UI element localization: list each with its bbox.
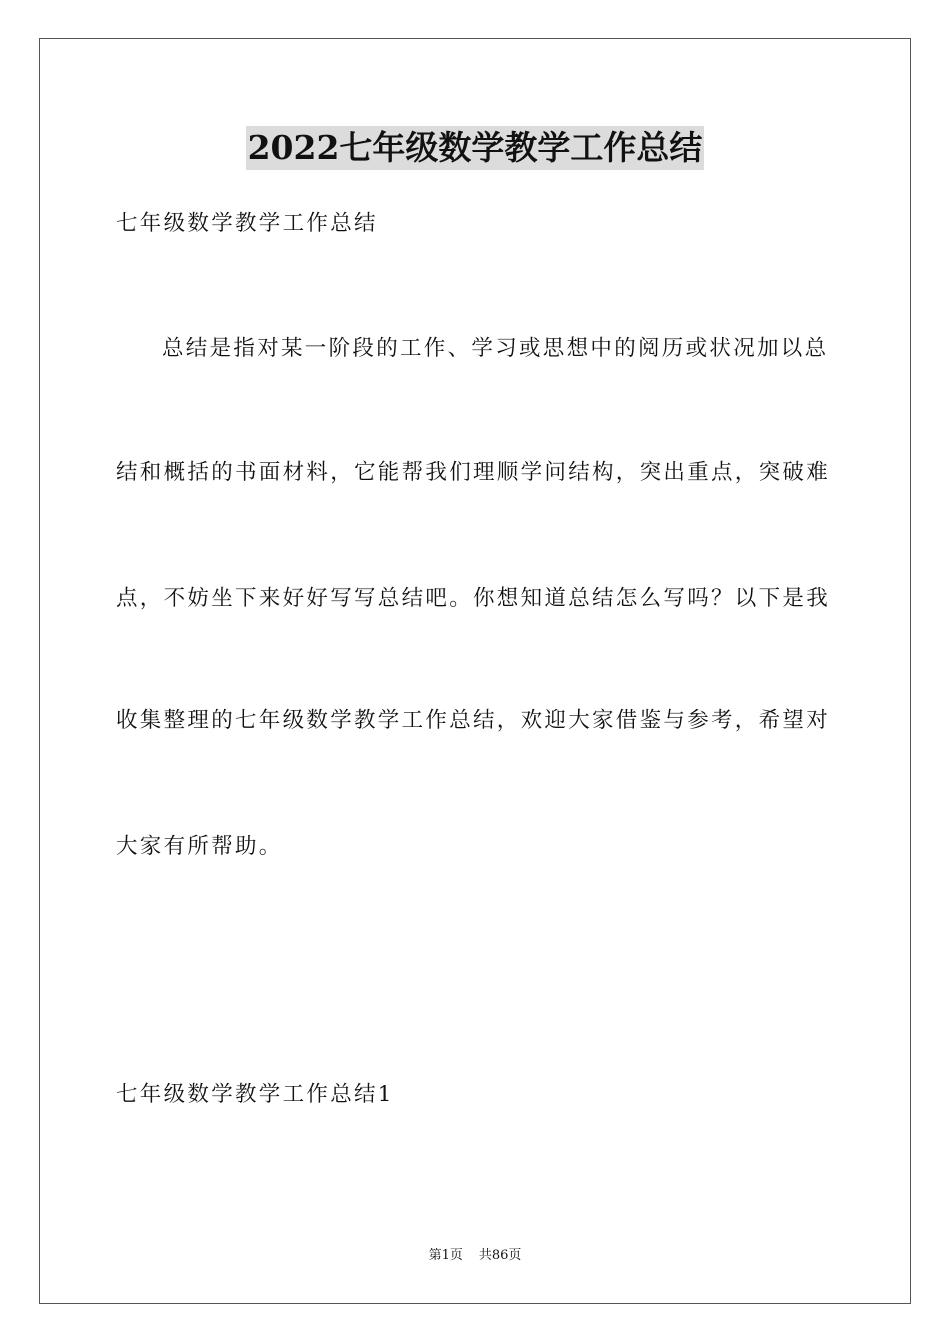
paragraph-line: 结和概括的书面材料，它能帮我们理顺学问结构，突出重点，突破难 xyxy=(116,460,831,485)
paragraph-line: 收集整理的七年级数学教学工作总结，欢迎大家借鉴与参考，希望对 xyxy=(116,708,831,733)
document-title xyxy=(0,126,950,170)
page-footer xyxy=(0,1247,950,1265)
section-heading: 七年级数学教学工作总结1 xyxy=(116,1082,394,1107)
paragraph-line: 总结是指对某一阶段的工作、学习或思想中的阅历或状况加以总 xyxy=(162,336,829,361)
paragraph-line: 点，不妨坐下来好好写写总结吧。你想知道总结怎么写吗？以下是我 xyxy=(116,586,831,611)
document-title-text: 2022七年级数学教学工作总结 xyxy=(246,126,705,170)
document-subtitle: 七年级数学教学工作总结 xyxy=(116,211,378,236)
paragraph-line: 大家有所帮助。 xyxy=(116,834,283,859)
page-total: 共86页 xyxy=(478,1248,522,1263)
page-number: 第1页 xyxy=(428,1248,463,1263)
